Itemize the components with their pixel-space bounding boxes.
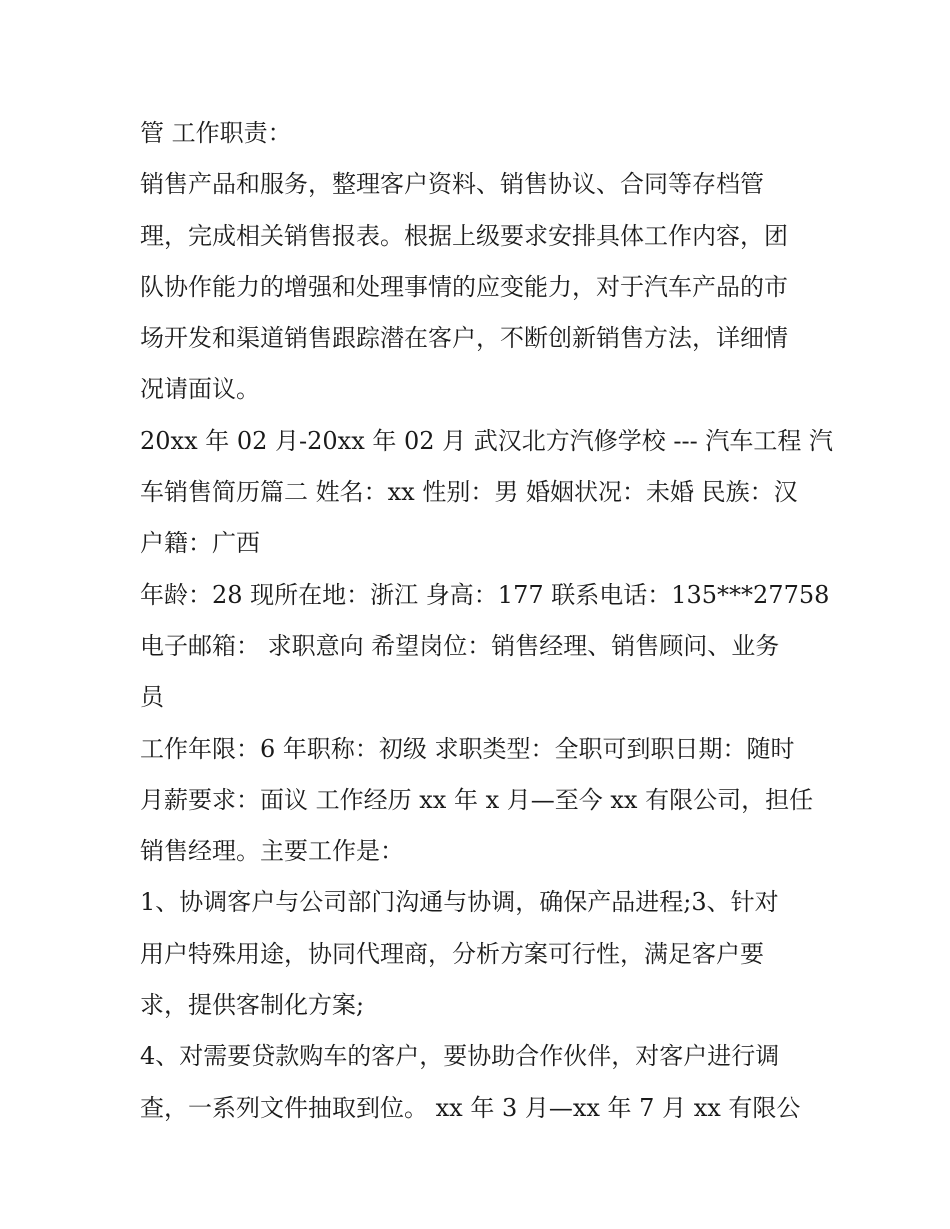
- document-body: [140, 108, 834, 1134]
- text-line: 户籍：广西: [140, 529, 260, 558]
- text-line: 20xx 年 02 月-20xx 年 02 月 武汉北方汽修学校 --- 汽车工程 汽: [140, 426, 834, 455]
- text-line: 管 工作职责：: [140, 119, 292, 147]
- text-line: 车销售简历篇二 姓名：xx 性别：男 婚姻状况：未婚 民族：汉: [140, 478, 798, 507]
- text-line: 销售产品和服务，整理客户资料、销售协议、合同等存档管: [140, 170, 764, 199]
- text-line: 电子邮箱： 求职意向 希望岗位：销售经理、销售顾问、业务: [140, 631, 780, 660]
- text-line: 用户特殊用途，协同代理商，分析方案可行性，满足客户要: [140, 939, 764, 968]
- text-line: 查，一系列文件抽取到位。 xx 年 3 月—xx 年 7 月 xx 有限公: [140, 1093, 801, 1122]
- text-line: 况请面议。: [140, 375, 260, 404]
- text-line: 求，提供客制化方案;: [140, 991, 365, 1020]
- text-line: 场开发和渠道销售跟踪潜在客户，不断创新销售方法，详细情: [140, 324, 788, 353]
- text-line: 员: [140, 683, 164, 712]
- text-line: 月薪要求：面议 工作经历 xx 年 x 月—至今 xx 有限公司，担任: [140, 785, 814, 814]
- text-line: 理，完成相关销售报表。根据上级要求安排具体工作内容，团: [140, 221, 788, 250]
- text-line: 销售经理。主要工作是：: [140, 837, 404, 866]
- text-line: 队协作能力的增强和处理事情的应变能力，对于汽车产品的市: [140, 272, 788, 301]
- text-line: 4、对需要贷款购车的客户，要协助合作伙伴，对客户进行调: [140, 1042, 780, 1071]
- text-line: 1、协调客户与公司部门沟通与协调，确保产品进程;3、针对: [140, 888, 779, 917]
- text-line: 工作年限：6 年职称：初级 求职类型：全职可到职日期：随时: [140, 734, 795, 763]
- text-line: 年龄：28 现所在地：浙江 身高：177 联系电话：135***27758: [140, 580, 830, 609]
